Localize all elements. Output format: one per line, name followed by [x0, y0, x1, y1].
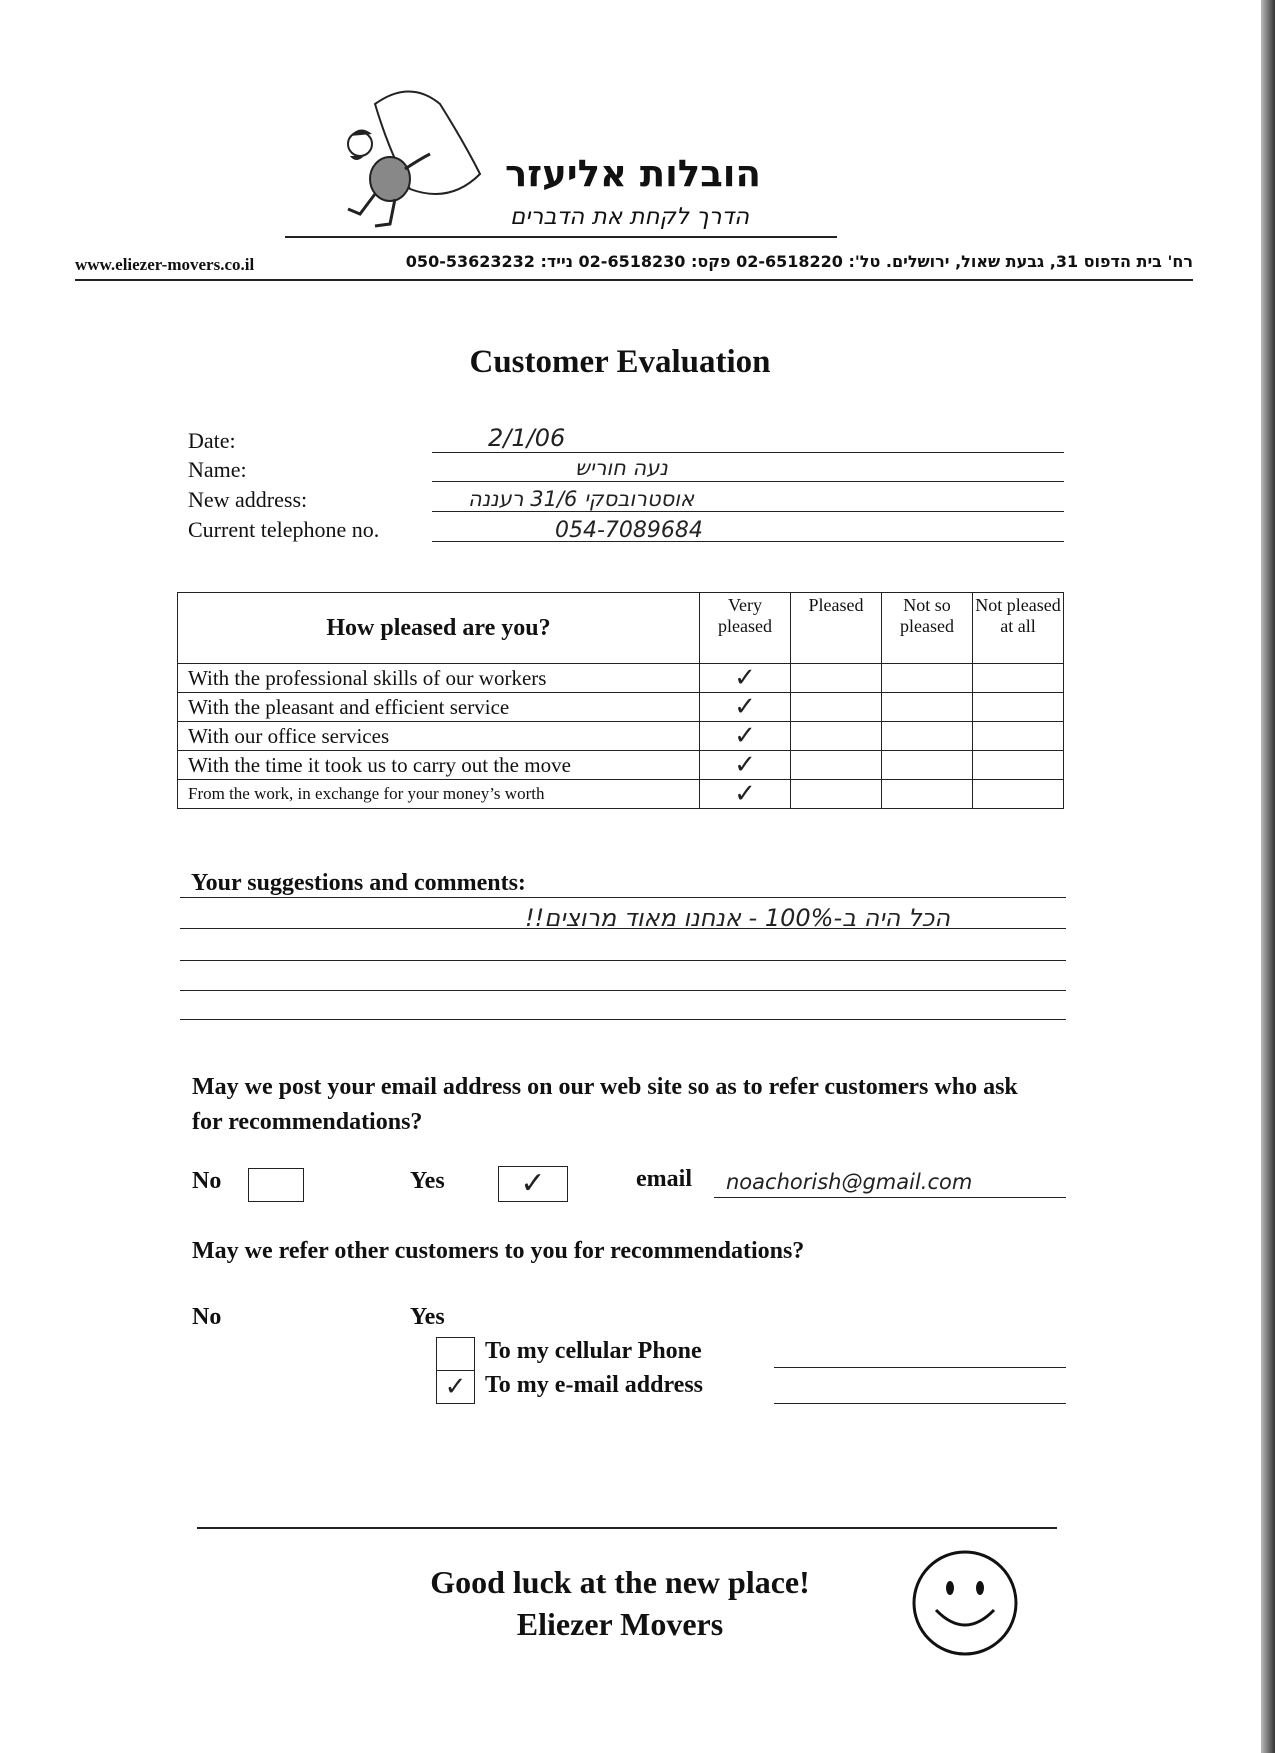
company-address: רח' בית הדפוס 31, גבעת שאול, ירושלים. טל': 02-6518220 פקס: 02-6518230 נייד: 050-53623232 [405, 252, 1193, 271]
company-website: www.eliezer-movers.co.il [75, 255, 255, 274]
email-yes-label: Yes [410, 1168, 445, 1194]
row-label: With the time it took us to carry out the move [178, 751, 700, 780]
date-line [432, 452, 1064, 453]
refer-email-checkbox[interactable] [436, 1370, 475, 1404]
address-value: אוסטרובסקי 31/6 רעננה [468, 487, 695, 511]
pleased-cell[interactable] [791, 751, 882, 780]
row-label: With our office services [178, 722, 700, 751]
email-yes-checkbox[interactable] [498, 1166, 568, 1202]
evaluation-table [177, 592, 1064, 809]
table-row [178, 780, 1064, 809]
email-no-label: No [192, 1168, 222, 1194]
refer-phone-line [774, 1367, 1066, 1368]
check-mark-icon: ✓ [734, 662, 756, 693]
col-very-pleased: Very pleased [700, 593, 791, 664]
email-value: noachorish@gmail.com [726, 1170, 973, 1194]
mover-logo-icon [330, 84, 500, 244]
col-not-so-pleased: Not so pleased [882, 593, 973, 664]
pleased-cell[interactable] [791, 664, 882, 693]
comment-line-3 [180, 960, 1066, 961]
email-no-checkbox[interactable] [248, 1168, 304, 1202]
refer-no-label: No [192, 1304, 222, 1330]
row-label: With the professional skills of our workers [178, 664, 700, 693]
refer-phone-label: To my cellular Phone [485, 1338, 702, 1364]
refer-phone-checkbox[interactable] [436, 1337, 475, 1371]
footer-line-1: Good luck at the new place! [430, 1564, 810, 1600]
date-value: 2/1/06 [488, 424, 566, 452]
phone-value: 054-7089684 [555, 518, 703, 543]
not-so-pleased-cell[interactable] [882, 722, 973, 751]
name-line [432, 481, 1064, 482]
not-so-pleased-cell[interactable] [882, 751, 973, 780]
header-rule [75, 279, 1193, 281]
date-label: Date: [188, 428, 236, 453]
not-pleased-cell[interactable] [973, 664, 1064, 693]
refer-question: May we refer other customers to you for recommendations? [192, 1238, 805, 1264]
address-label: New address: [188, 487, 308, 512]
footer-line-2: Eliezer Movers [516, 1606, 724, 1642]
table-row [178, 693, 1064, 722]
comment-line-4 [180, 990, 1066, 991]
very-pleased-cell[interactable] [700, 780, 791, 809]
email-line [714, 1197, 1066, 1198]
not-pleased-cell[interactable] [973, 722, 1064, 751]
table-row [178, 751, 1064, 780]
comment-line-1 [180, 897, 1066, 898]
smiley-face-icon [910, 1548, 1020, 1658]
footer-rule [197, 1527, 1057, 1529]
company-slogan: הדרך לקחת את הדברים [510, 204, 750, 230]
very-pleased-cell[interactable] [700, 693, 791, 722]
check-mark-icon: ✓ [734, 691, 756, 722]
company-name-hebrew: הובלות אליעזר [505, 152, 761, 195]
col-not-pleased-at-all: Not pleased at all [973, 593, 1064, 664]
check-mark-icon: ✓ [734, 778, 756, 809]
address-line [432, 511, 1064, 512]
pleased-cell[interactable] [791, 780, 882, 809]
check-mark-icon: ✓ [520, 1166, 546, 1201]
phone-label: Current telephone no. [188, 517, 380, 542]
very-pleased-cell[interactable] [700, 664, 791, 693]
email-question: May we post your email address on our web site so as to refer customers who ask for recommendations? [192, 1074, 1018, 1135]
not-pleased-cell[interactable] [973, 693, 1064, 722]
evaluation-question: How pleased are you? [178, 593, 700, 664]
not-so-pleased-cell[interactable] [882, 693, 973, 722]
very-pleased-cell[interactable] [700, 722, 791, 751]
scan-edge-shadow [1261, 0, 1275, 1753]
refer-email-line [774, 1403, 1066, 1404]
name-label: Name: [188, 457, 247, 482]
name-value: נעה חוריש [575, 456, 668, 480]
refer-email-label: To my e-mail address [485, 1372, 704, 1398]
comment-line-5 [180, 1019, 1066, 1020]
row-label: With the pleasant and efficient service [178, 693, 700, 722]
page-title: Customer Evaluation [469, 344, 771, 380]
not-so-pleased-cell[interactable] [882, 780, 973, 809]
comments-label: Your suggestions and comments: [191, 870, 526, 896]
not-pleased-cell[interactable] [973, 751, 1064, 780]
check-mark-icon: ✓ [734, 749, 756, 780]
very-pleased-cell[interactable] [700, 751, 791, 780]
check-mark-icon: ✓ [444, 1372, 467, 1402]
pleased-cell[interactable] [791, 693, 882, 722]
phone-line [432, 541, 1064, 542]
not-so-pleased-cell[interactable] [882, 664, 973, 693]
table-row [178, 664, 1064, 693]
logo-underline [285, 236, 837, 238]
refer-yes-label: Yes [410, 1304, 445, 1330]
email-label: email [636, 1166, 692, 1192]
check-mark-icon: ✓ [734, 720, 756, 751]
comments-value: הכל היה ב-100% - אנחנו מאוד מרוצים!! [525, 904, 950, 932]
pleased-cell[interactable] [791, 722, 882, 751]
table-row [178, 722, 1064, 751]
row-label: From the work, in exchange for your money’s worth [178, 780, 700, 809]
not-pleased-cell[interactable] [973, 780, 1064, 809]
col-pleased: Pleased [791, 593, 882, 664]
